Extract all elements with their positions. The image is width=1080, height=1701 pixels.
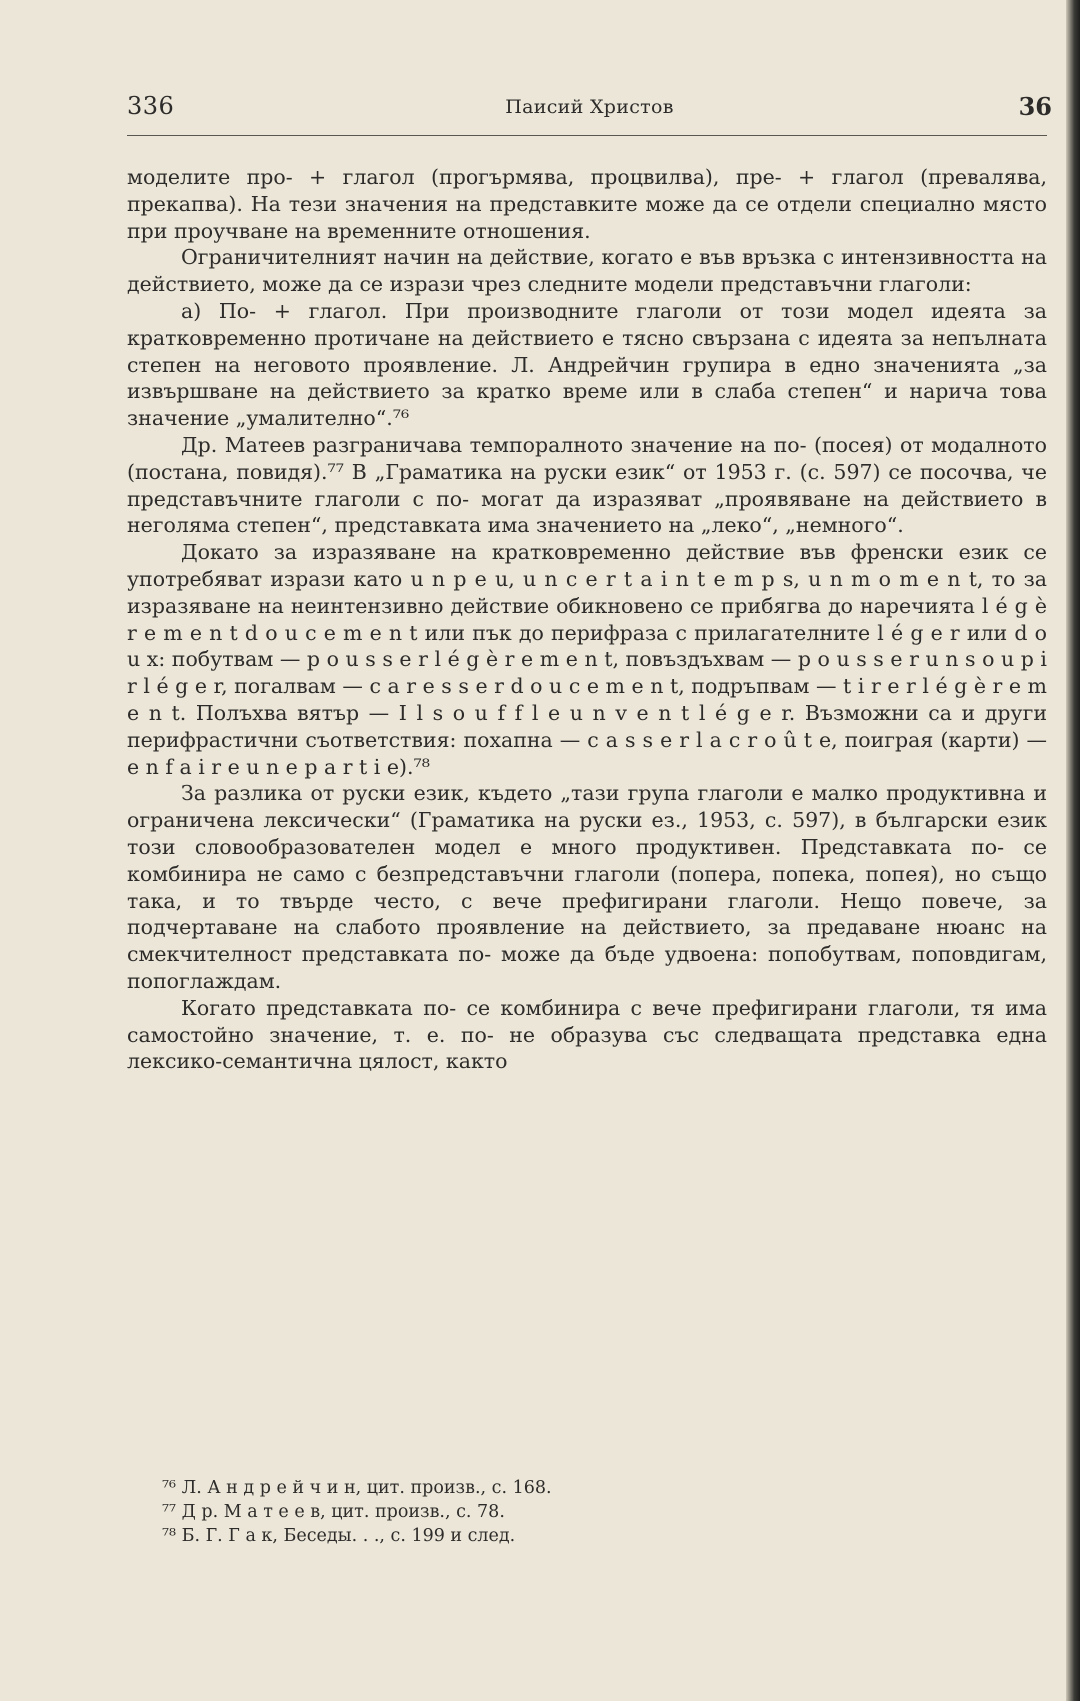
body-text [127,164,1047,1075]
footnote: ⁷⁷ Д р. М а т е е в, цит. произв., с. 78. [162,1502,505,1522]
next-page-number: 36 [1018,92,1052,121]
paragraph: За разлика от руски език, където „тази група глаголи е малко продуктивна и ограничена лексически“ (Граматика на руски ез., 1953, с. 597), в български език този словообразователен модел е много продуктивен. Представката по- се комбинира не само с безпредставъчни глаголи (попера, попека, попея), но също така, и то твърде често, с вече префигирани глаголи. Нещо повече, за подчертаване на слабото проявление на действието, за предаване нюанс на смекчителност представката по- може да бъде удвоена: попобутвам, поповдигам, попоглаждам. [127,781,1047,993]
paragraph: Др. Матеев разграничава темпоралното значение на по- (посея) от модалното (постана, повидя).⁷⁷ В „Граматика на руски език“ от 1953 г. (с. 597) се посочва, че представъчните глаголи с по- могат да изразяват „проявяване на действието в неголяма степен“, представката има значението на „леко“, „немного“. [127,432,1047,538]
page-number: 336 [127,92,175,120]
paragraph: Когато представката по- се комбинира с вече префигирани глаголи, тя има самостойно значение, т. е. по- не образува със следващата представка една лексико-семантична цялост, както [127,995,1047,1074]
footnote: ⁷⁸ Б. Г. Г а к, Беседы. . ., с. 199 и след. [162,1526,516,1546]
footnote: ⁷⁶ Л. А н д р е й ч и н, цит. произв., с. 168. [162,1478,552,1498]
paragraph: а) По- + глагол. При производните глаголи от този модел идеята за кратковременно протичане на действието е тясно свързана с идеята за непълната степен на неговото проявление. Л. Андрейчин групира в едно значенията „за извършване на действието за кратко време или в слаба степен“ и нарича това значение „умалително“.⁷⁶ [127,298,1047,431]
paragraph: моделите про- + глагол (прогърмява, процвилва), пре- + глагол (превалява, прекапва). На тези значения на представките може да се отдели специално място при проучване на временните отношения. [127,165,1047,243]
header-rule [127,135,1047,136]
book-spine-edge [1066,0,1080,1701]
footnotes [162,1476,962,1548]
running-title: Паисий Христов [505,96,674,118]
paragraph: Ограничителният начин на действие, когато е във връзка с интензивността на действието, може да се изрази чрез следните модели представъчни глаголи: [127,245,1047,297]
page-header [127,92,1052,132]
paragraph: Докато за изразяване на кратковременно действие във френски език се употребяват изрази като u n p e u, u n c e r t a i n t e m p s, u n m o m e n t, то за изразяване на неинтензивно действие обикновено се прибягва до наречията l é g è r e m e n t d o u c e m e n t или пък до перифраза с прилагателните l é g e r или d o u x: побутвам — p o u s s e r l é g è r e m e n t, повъздъхвам — p o u s s e r u n s o u p i r l é g e r, погалвам — c a r e s s e r d o u c e m e n t, подръпвам — t i r e r l é g è r e m e n t. Полъхва вятър — I l s o u f f l e u n v e n t l é g e r. Възможни са и други перифрастични съответствия: похапна — c a s s e r l a c r o û t e, поиграя (карти) — e n f a i r e u n e p a r t i e).⁷⁸ [127,540,1047,779]
